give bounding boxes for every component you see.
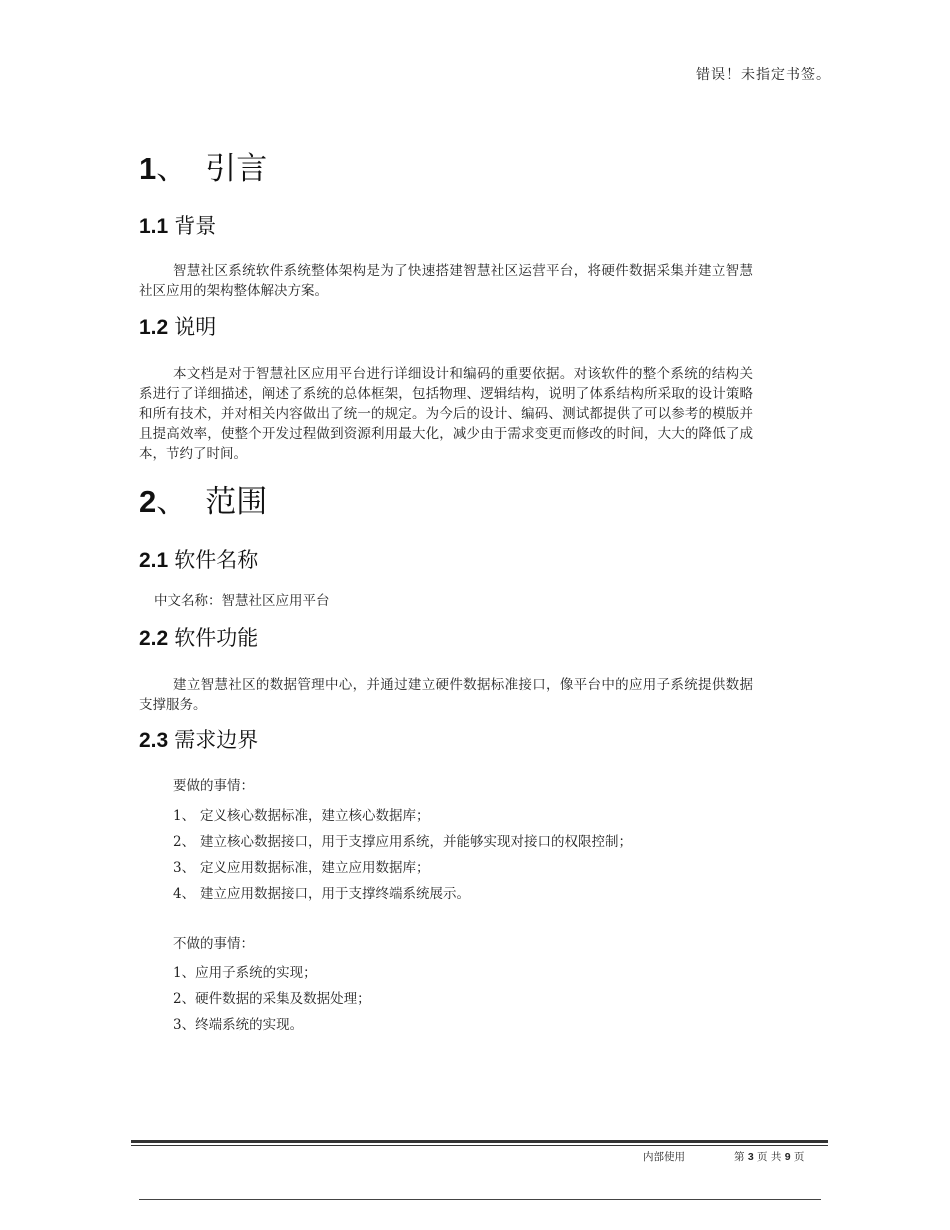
page-suffix: 页 xyxy=(793,1151,805,1163)
list-item: 2、硬件数据的采集及数据处理； xyxy=(173,991,371,1007)
page-total: 9 xyxy=(784,1151,791,1163)
page-current: 3 xyxy=(747,1151,754,1163)
list-item-text: 建立应用数据接口，用于支撑终端系统展示。 xyxy=(200,886,470,902)
footer-classification: 内部使用 xyxy=(643,1151,685,1163)
list-item xyxy=(173,832,632,852)
heading-title: 说明 xyxy=(174,315,217,339)
page-prefix: 第 xyxy=(734,1151,745,1163)
list-item: 3、终端系统的实现。 xyxy=(173,1017,304,1033)
list-item-number: 1、 xyxy=(173,808,196,824)
list-item-number: 3、 xyxy=(173,860,196,876)
heading-number: 2.1 xyxy=(139,549,169,572)
heading-section-1-2 xyxy=(139,317,216,338)
software-name-line: 中文名称：智慧社区应用平台 xyxy=(154,593,330,609)
heading-title: 背景 xyxy=(174,214,217,238)
heading-number: 1 xyxy=(139,151,157,186)
list-item xyxy=(173,858,430,878)
heading-section-2-1 xyxy=(139,550,258,571)
footer-divider-thick xyxy=(131,1140,828,1143)
heading-section-1 xyxy=(139,153,267,185)
paragraph-software-function: 建立智慧社区的数据管理中心，并通过建立硬件数据标准接口，像平台中的应用子系统提供数据支撑服务。 xyxy=(139,677,753,713)
footer-page-number xyxy=(734,1149,804,1164)
list-item-number: 2、 xyxy=(173,834,196,850)
heading-title: 引言 xyxy=(205,151,268,187)
paragraph-description: 本文档是对于智慧社区应用平台进行详细设计和编码的重要依据。对该软件的整个系统的结构关系进行了详细描述，阐述了系统的总体框架，包括物理、逻辑结构，说明了体系结构所采取的设计策略和所有技术，并对相关内容做出了统一的规定。为今后的设计、编码、测试都提供了可以参考的模版并且提高效率，使整个开发过程做到资源利用最大化，减少由于需求变更而修改的时间，大大的降低了成本，节约了时间。 xyxy=(139,366,753,462)
footer-divider-thin xyxy=(131,1145,828,1146)
page-mid: 页 共 xyxy=(757,1151,782,1163)
heading-section-2-2 xyxy=(139,628,258,649)
not-todo-label: 不做的事情： xyxy=(173,936,254,952)
list-item xyxy=(173,884,470,904)
heading-title: 需求边界 xyxy=(174,728,259,752)
heading-number: 2.3 xyxy=(139,729,169,752)
heading-number: 2 xyxy=(139,484,157,519)
heading-section-1-1 xyxy=(139,216,216,237)
heading-number: 1.1 xyxy=(139,215,169,238)
heading-title: 范围 xyxy=(205,484,268,520)
list-item xyxy=(173,806,430,826)
heading-number: 1.2 xyxy=(139,316,169,339)
heading-title: 软件功能 xyxy=(174,626,259,650)
heading-number: 2.2 xyxy=(139,627,169,650)
todo-label: 要做的事情： xyxy=(173,778,254,794)
paragraph-background: 智慧社区系统软件系统整体架构是为了快速搭建智慧社区运营平台，将硬件数据采集并建立智慧社区应用的架构整体解决方案。 xyxy=(139,263,753,299)
heading-section-2-3 xyxy=(139,730,258,751)
heading-separator: 、 xyxy=(156,151,188,187)
bottom-divider xyxy=(139,1199,821,1200)
header-bookmark-error: 错误！未指定书签。 xyxy=(696,67,831,83)
list-item-text: 建立核心数据接口，用于支撑应用系统，并能够实现对接口的权限控制； xyxy=(200,834,632,850)
heading-title: 软件名称 xyxy=(174,548,259,572)
list-item: 1、应用子系统的实现； xyxy=(173,965,317,981)
heading-separator: 、 xyxy=(156,484,188,520)
list-item-text: 定义应用数据标准，建立应用数据库； xyxy=(200,860,430,876)
list-item-text: 定义核心数据标准，建立核心数据库； xyxy=(200,808,430,824)
list-item-number: 4、 xyxy=(173,886,196,902)
heading-section-2 xyxy=(139,486,267,518)
